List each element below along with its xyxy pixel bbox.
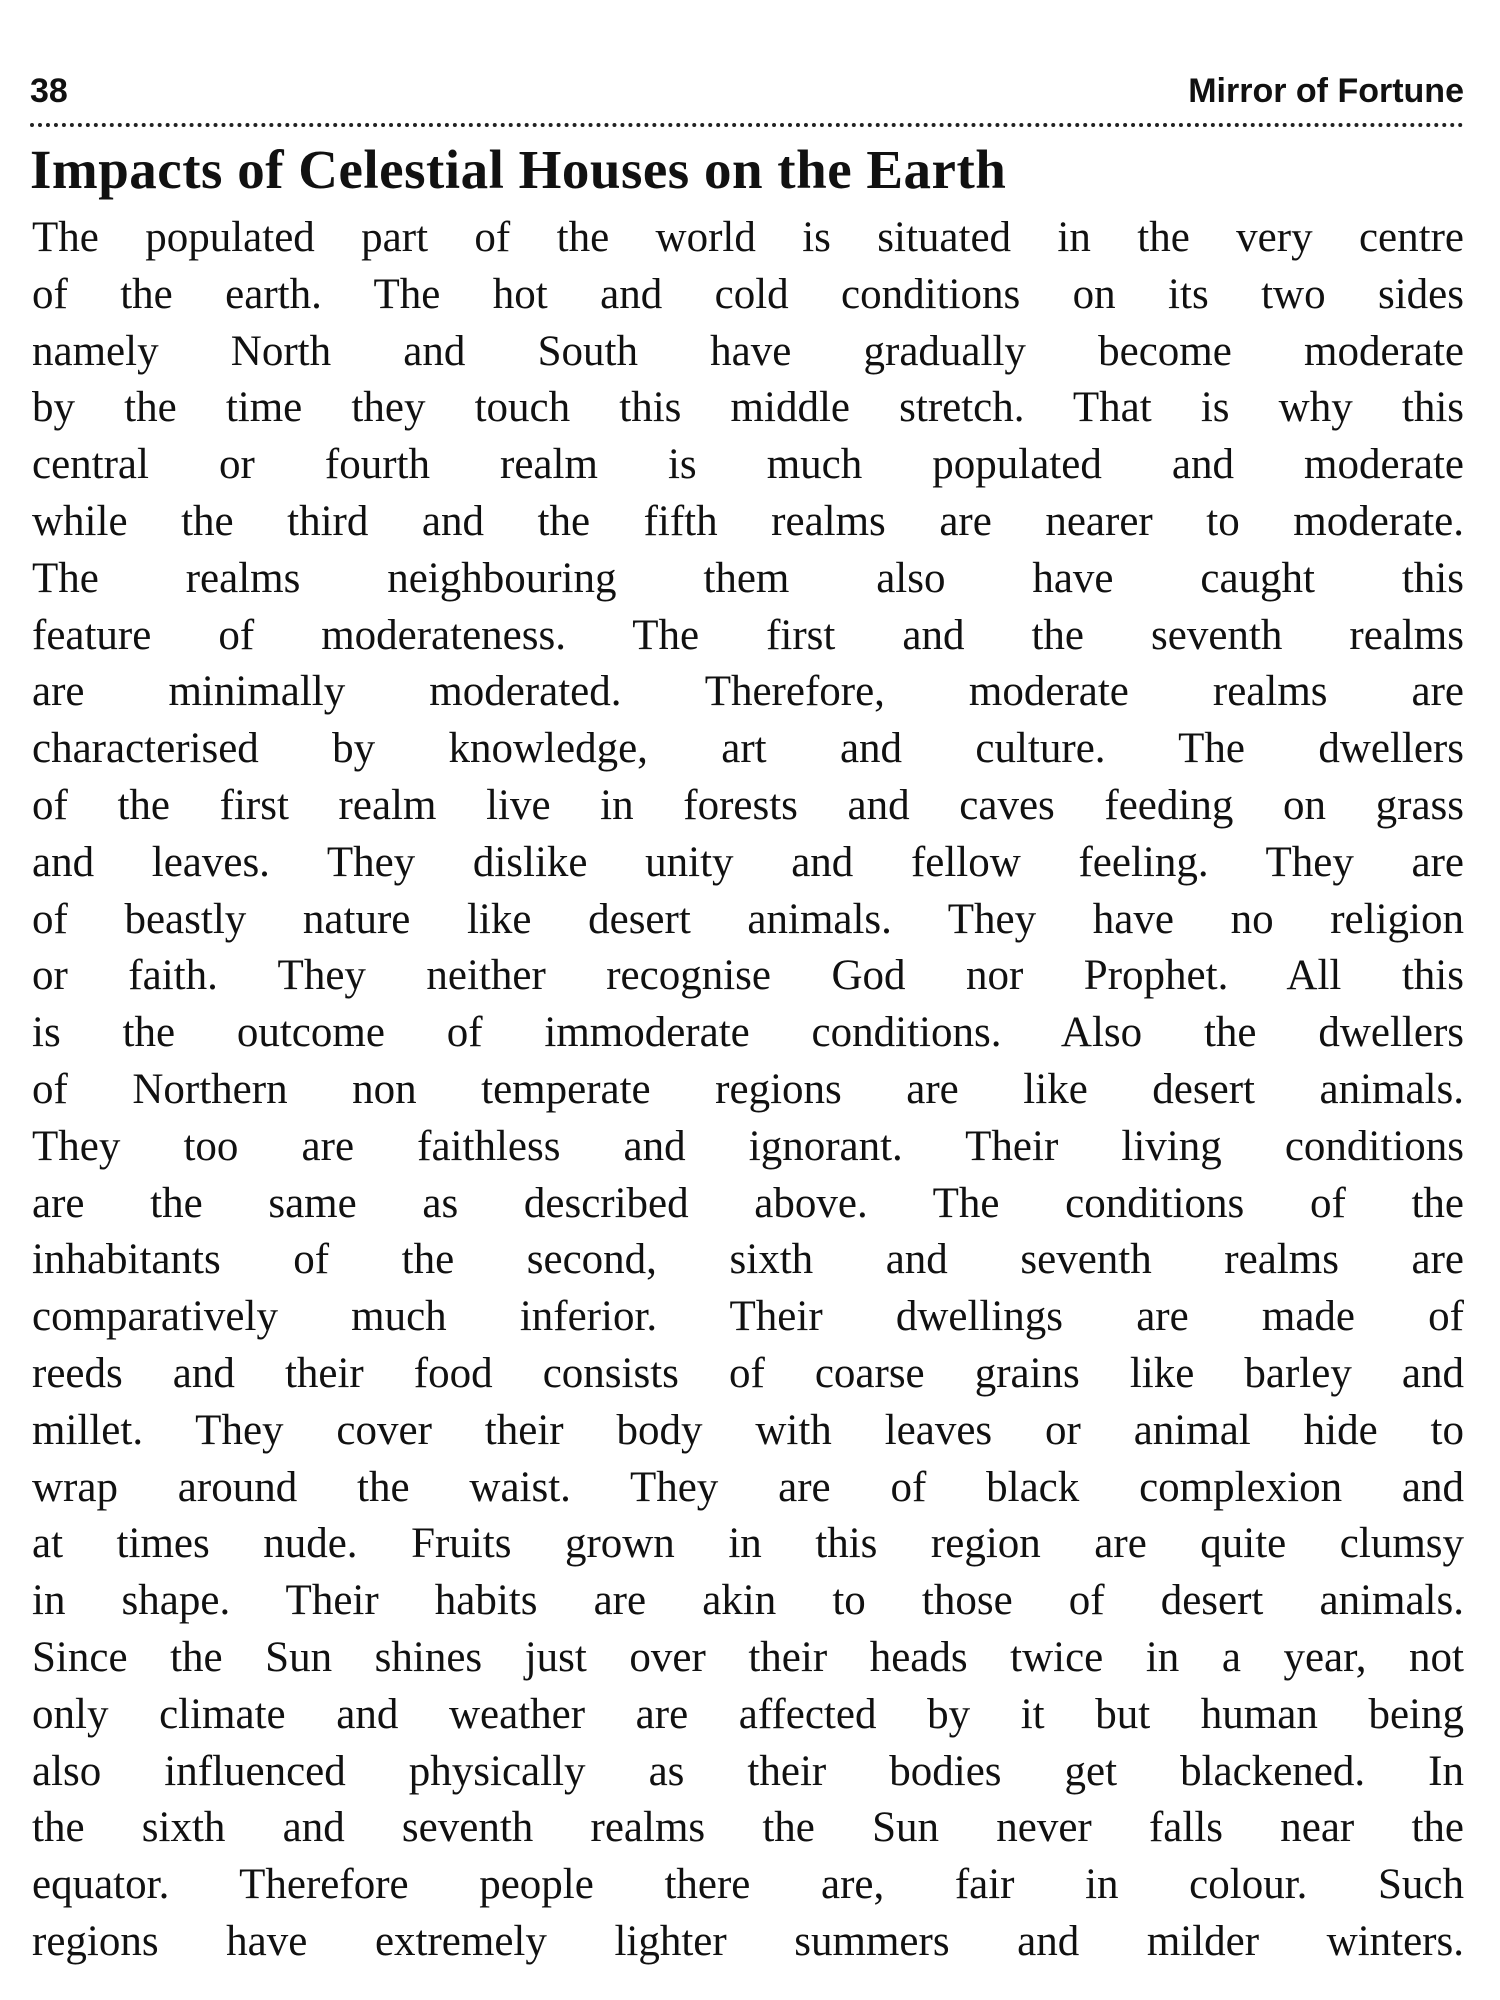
body-text-line: The populated part of the world is situated in the very centre <box>32 214 1464 261</box>
body-text-line: are the same as described above. The conditions of the <box>32 1179 1464 1227</box>
body-text-line: of Northern non temperate regions are like desert animals. <box>32 1065 1464 1113</box>
page-header <box>30 66 1464 116</box>
body-text-line: equator. Therefore people there are, fair in colour. Such <box>32 1861 1464 1909</box>
body-text-line: wrap around the waist. They are of black complexion and <box>32 1463 1464 1511</box>
header-dotted-rule <box>30 123 1464 127</box>
section-heading: Impacts of Celestial Houses on the Earth <box>30 139 1007 200</box>
body-text-line: of the first realm live in forests and caves feeding on grass <box>32 781 1464 829</box>
body-text-line: reeds and their food consists of coarse grains like barley and <box>32 1349 1464 1397</box>
body-text-line: of the earth. The hot and cold conditions on its two sides <box>32 270 1464 318</box>
body-text-line: the sixth and seventh realms the Sun never falls near the <box>32 1804 1464 1852</box>
body-text-line: feature of moderateness. The first and the seventh realms <box>32 611 1464 659</box>
running-title: Mirror of Fortune <box>1188 72 1464 110</box>
body-text-line: regions have extremely lighter summers and milder winters. <box>32 1917 1464 1965</box>
page-number: 38 <box>30 72 68 110</box>
body-text-line: while the third and the fifth realms are nearer to moderate. <box>32 497 1464 545</box>
body-paragraph <box>32 210 1464 1971</box>
body-text-line: or faith. They neither recognise God nor Prophet. All this <box>32 952 1464 1000</box>
body-text-line: inhabitants of the second, sixth and seventh realms are <box>32 1236 1464 1284</box>
body-text-line: millet. They cover their body with leaves or animal hide to <box>32 1406 1464 1454</box>
body-text-line: of beastly nature like desert animals. They have no religion <box>32 895 1464 943</box>
body-text-line: comparatively much inferior. Their dwellings are made of <box>32 1293 1464 1341</box>
body-text-line: is the outcome of immoderate conditions. Also the dwellers <box>32 1009 1464 1057</box>
body-text-line: central or fourth realm is much populated and moderate <box>32 441 1464 489</box>
body-text-line: only climate and weather are affected by it but human being <box>32 1690 1464 1738</box>
body-text-line: by the time they touch this middle stretch. That is why this <box>32 384 1464 432</box>
body-text-line: The realms neighbouring them also have caught this <box>32 554 1464 602</box>
body-text-line: at times nude. Fruits grown in this region are quite clumsy <box>32 1520 1464 1568</box>
body-text-line: namely North and South have gradually become moderate <box>32 327 1464 375</box>
body-text-line: They too are faithless and ignorant. Their living conditions <box>32 1122 1464 1170</box>
body-text-line: also influenced physically as their bodies get blackened. In <box>32 1747 1464 1795</box>
body-text-line: are minimally moderated. Therefore, moderate realms are <box>32 668 1464 716</box>
body-text-line: Since the Sun shines just over their heads twice in a year, not <box>32 1633 1464 1681</box>
body-text-line: in shape. Their habits are akin to those of desert animals. <box>32 1577 1464 1625</box>
body-text-line: characterised by knowledge, art and culture. The dwellers <box>32 725 1464 773</box>
body-text-line: and leaves. They dislike unity and fellow feeling. They are <box>32 838 1464 886</box>
